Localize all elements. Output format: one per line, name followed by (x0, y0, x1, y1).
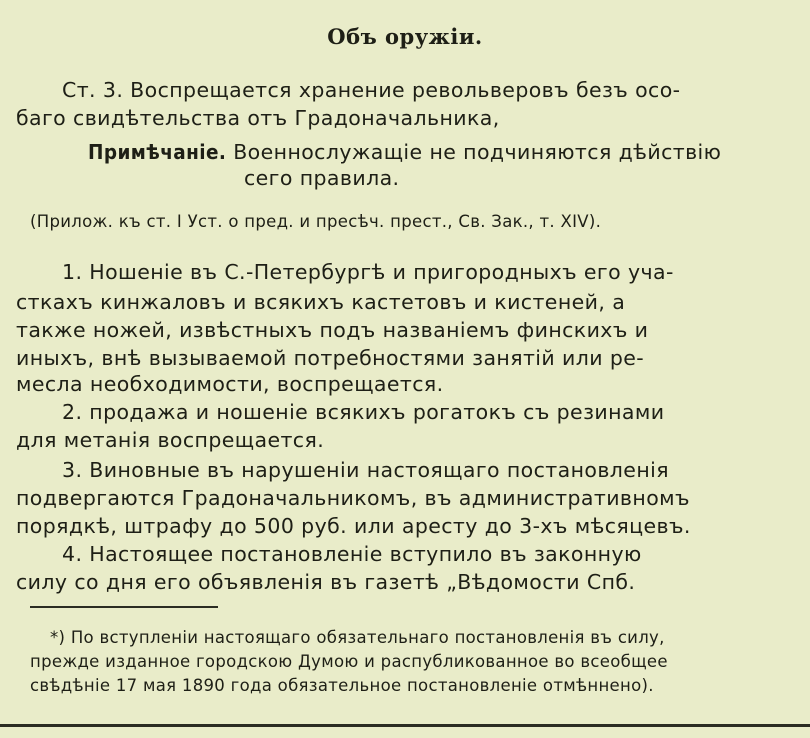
section-title: Объ оружіи. (327, 24, 483, 49)
para-1-line-5: месла необходимости, воспрещается. (16, 372, 444, 396)
footnote-line-1: *) По вступленіи настоящаго обязательнаго постановленія въ силу, (50, 628, 665, 647)
para-1-line-3: также ножей, извѣстныхъ подъ названіемъ финскихъ и (16, 318, 649, 342)
para-4-line-1: 4. Настоящее постановленіе вступило въ законную (62, 542, 642, 566)
footnote-line-2: прежде изданное городскою Думою и распубликованное во всеобщее (30, 652, 668, 671)
article-line-1: Ст. 3. Воспрещается хранение револьверовъ безъ осо- (62, 78, 681, 102)
para-3-line-1: 3. Виновные въ нарушеніи настоящаго постановленія (62, 458, 669, 482)
para-2-line-1: 2. продажа и ношеніе всякихъ рогатокъ съ резинами (62, 400, 665, 424)
para-3-line-2: подвергаются Градоначальникомъ, въ административномъ (16, 486, 690, 510)
para-1-line-1 (62, 260, 786, 284)
law-reference: (Прилож. къ ст. I Уст. о пред. и пресѣч. прест., Св. Зак., т. XIV). (30, 212, 602, 231)
note-line (88, 140, 721, 164)
note-line-2: сего правила. (244, 166, 400, 190)
footnote-divider (30, 606, 218, 608)
para-1-line-2: сткахъ кинжаловъ и всякихъ кастетовъ и кистеней, а (16, 290, 626, 314)
para-4-line-2: силу со дня его объявленія въ газетѣ „Вѣдомости Спб. (16, 570, 636, 594)
footnote-line-3: свѣдѣніе 17 мая 1890 года обязательное постановленіе отмѣннено). (30, 676, 654, 695)
para-1-line-4: иныхъ, внѣ вызываемой потребностями занятій или ре- (16, 346, 645, 370)
note-label: Примѣчаніе. (88, 140, 227, 164)
para-2-line-2: для метанія воспрещается. (16, 428, 325, 452)
bottom-border (0, 724, 810, 727)
para-3-line-3: порядкѣ, штрафу до 500 руб. или аресту до 3-хъ мѣсяцевъ. (16, 514, 691, 538)
note-text: Военнослужащіе не подчиняются дѣйствію (233, 140, 722, 164)
para-text: 1. Ношеніе въ С.-Петербургѣ и пригородныхъ его уча- (62, 260, 674, 284)
article-line-2: баго свидѣтельства отъ Градоначальника, (16, 106, 500, 130)
